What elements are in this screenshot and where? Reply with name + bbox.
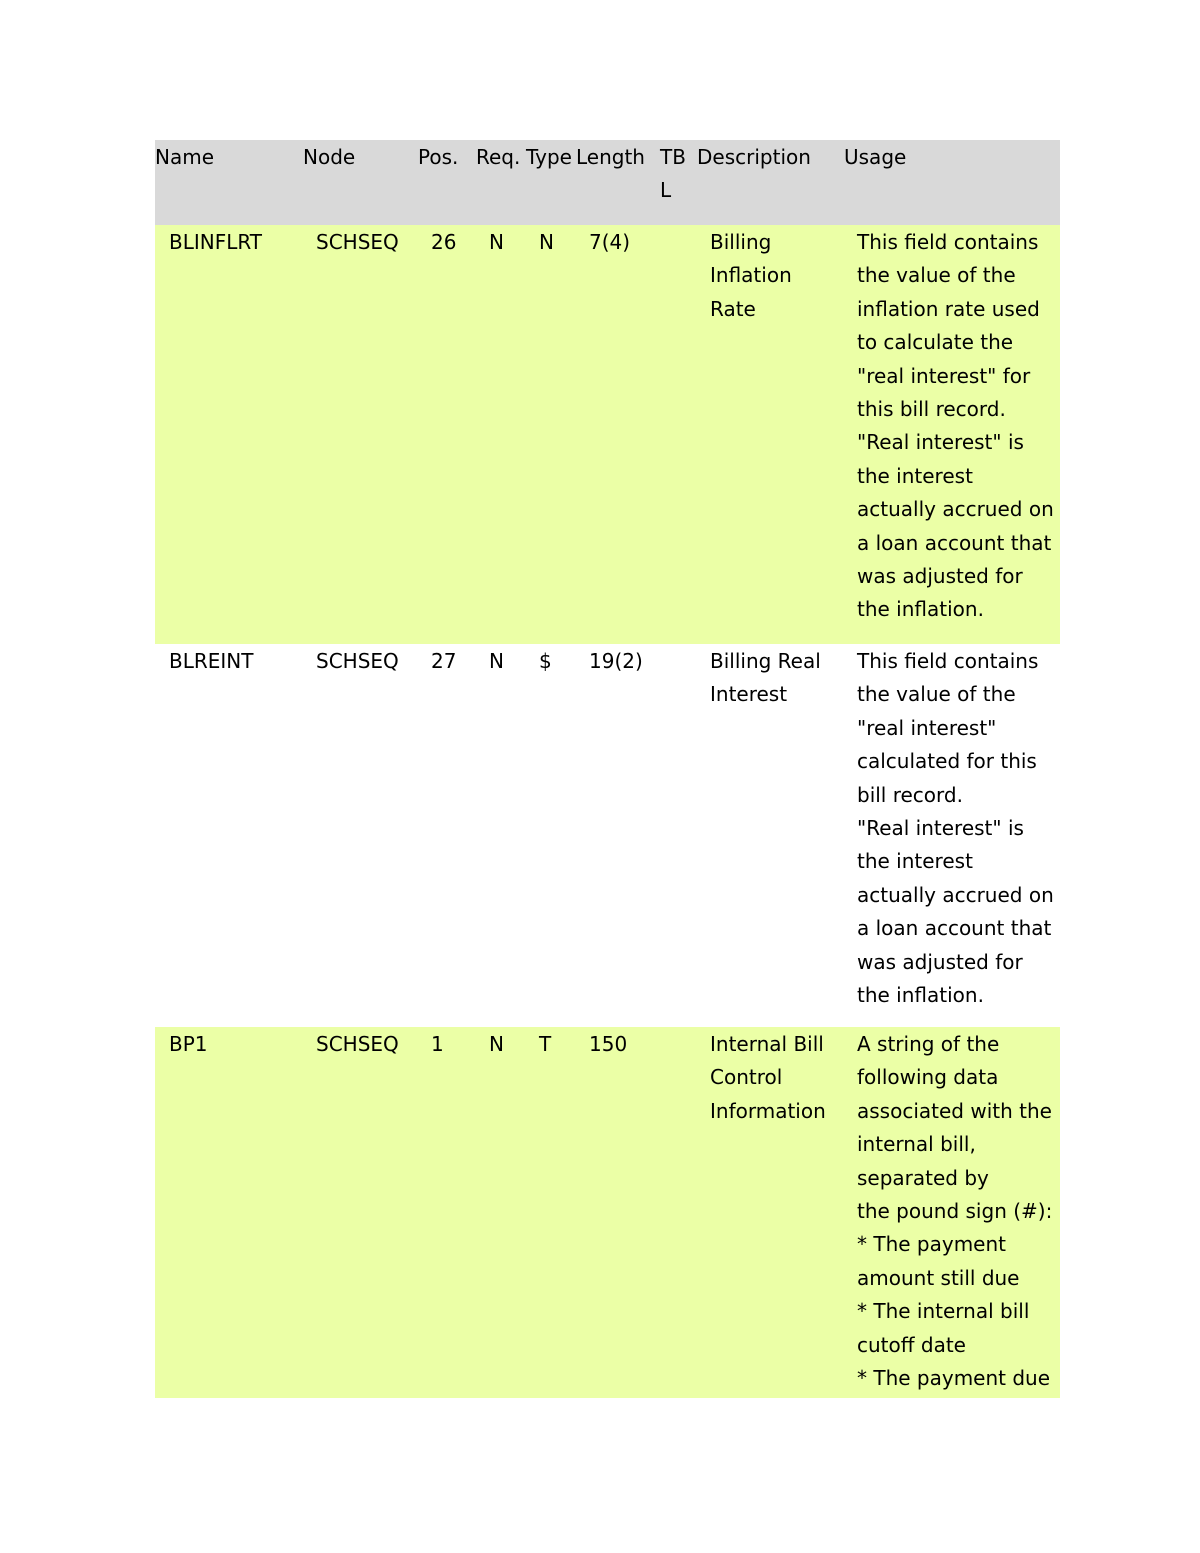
cell-pos: 26 [431,230,457,254]
description-line: Information [710,1098,826,1123]
usage-line: bill record. [857,782,963,807]
usage-line: cutoff date [857,1332,966,1357]
description-line: Control [710,1065,783,1090]
header-description: Description [697,145,811,169]
usage-line: calculated for this [857,749,1037,774]
description-line: Interest [710,682,788,707]
usage-line: the interest [857,463,973,488]
table-header-row [155,140,1060,225]
cell-length: 19(2) [589,649,643,673]
usage-line: to calculate the [857,330,1014,355]
table-row [155,1027,1060,1398]
usage-line: internal bill, [857,1132,976,1157]
usage-line: separated by [857,1165,989,1190]
usage-line: This field contains [857,230,1039,254]
usage-line: a loan account that [857,916,1052,941]
description-line: Internal Bill [710,1032,824,1056]
header-name: Name [155,145,215,169]
cell-req: N [489,649,504,673]
usage-line: inflation rate used [857,296,1040,321]
description-line: Inflation [710,263,792,288]
usage-line: the value of the [857,682,1016,707]
cell-name: BLINFLRT [169,230,263,254]
header-req: Req. [476,145,521,169]
usage-line: "Real interest" is [857,430,1024,455]
cell-usage [857,226,1054,627]
cell-length: 7(4) [589,230,631,254]
cell-usage [857,645,1054,1012]
cell-name: BP1 [169,1032,208,1056]
description-line: Rate [710,296,756,321]
description-line: Billing [710,230,772,254]
usage-line: "real interest" [857,715,997,740]
usage-line: actually accrued on [857,497,1054,522]
table-row [155,644,1060,1027]
cell-description [710,226,792,326]
header-tbl-line2: L [660,178,672,202]
cell-node: SCHSEQ [316,1032,399,1056]
cell-node: SCHSEQ [316,649,399,673]
usage-line: amount still due [857,1265,1020,1290]
usage-line: "Real interest" is [857,815,1024,840]
usage-line: was adjusted for [857,949,1023,974]
usage-line: the pound sign (#): [857,1198,1053,1223]
usage-line: this bill record. [857,396,1006,421]
usage-line: the value of the [857,263,1016,288]
usage-line: the inflation. [857,597,984,622]
usage-line: "real interest" for [857,363,1031,388]
cell-type: T [539,1032,552,1056]
table-row [155,225,1060,644]
header-length: Length [576,145,645,169]
cell-pos: 27 [431,649,457,673]
usage-line: * The internal bill [857,1299,1030,1324]
usage-line: a loan account that [857,530,1052,555]
header-type: Type [526,145,572,169]
usage-line: * The payment [857,1232,1007,1257]
header-node: Node [303,145,356,169]
usage-line: actually accrued on [857,882,1054,907]
description-line: Billing Real [710,649,821,673]
usage-line: was adjusted for [857,563,1023,588]
cell-req: N [489,1032,504,1056]
usage-line: A string of the [857,1032,1000,1056]
cell-length: 150 [589,1032,628,1056]
cell-type: $ [539,649,552,673]
usage-line: This field contains [857,649,1039,673]
cell-type: N [539,230,554,254]
cell-description [710,1028,826,1128]
cell-name: BLREINT [169,649,254,673]
cell-usage [857,1028,1052,1395]
cell-req: N [489,230,504,254]
usage-line: following data [857,1065,999,1090]
cell-description [710,645,821,712]
header-usage: Usage [844,145,907,169]
usage-line: associated with the [857,1098,1052,1123]
usage-line: * The payment due [857,1365,1051,1390]
header-tbl-line1: TB [660,145,686,169]
cell-node: SCHSEQ [316,230,399,254]
field-definition-table [155,140,1060,1398]
cell-pos: 1 [431,1032,444,1056]
usage-line: the interest [857,849,973,874]
header-pos: Pos. [418,145,459,169]
usage-line: the inflation. [857,982,984,1007]
